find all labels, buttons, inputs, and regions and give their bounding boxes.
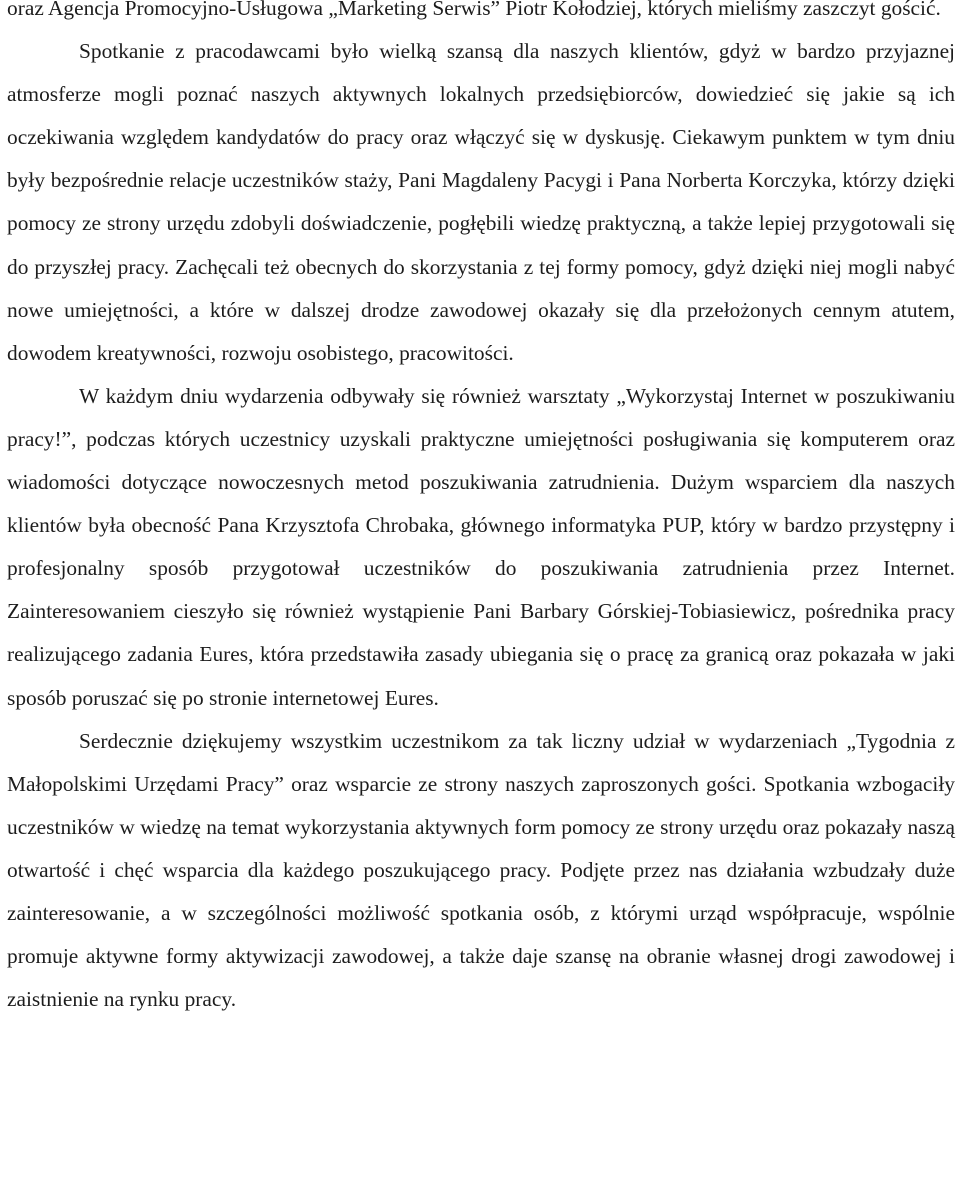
paragraph-thanks: Serdecznie dziękujemy wszystkim uczestnikom za tak liczny udział w wydarzeniach „Tygodnia z Małopolskimi Urzędami Pracy” oraz wsparcie ze strony naszych zaproszonych gości. Spotkania wzbogaciły uczestników w wiedzę na temat wykorzystania aktywnych form pomocy ze strony urzędu oraz pokazały naszą otwartość i chęć wsparcia dla każdego poszukującego pracy. Podjęte przez nas działania wzbudzały duże zainteresowanie, a w szczególności możliwość spotkania osób, z którymi urząd współpracuje, wspólnie promuje aktywne formy aktywizacji zawodowej, a także daje szansę na obranie własnej drogi zawodowej i zaistnienie na rynku pracy. xyxy=(7,728,955,1012)
paragraph-intro-continuation: oraz Agencja Promocyjno-Usługowa „Marketing Serwis” Piotr Kołodziej, których mieliśmy zaszczyt gościć. xyxy=(7,0,941,20)
paragraph-internet-workshops: W każdym dniu wydarzenia odbywały się również warsztaty „Wykorzystaj Internet w poszukiwaniu pracy!”, podczas których uczestnicy uzyskali praktyczne umiejętności posługiwania się komputerem oraz wiadomości dotyczące nowoczesnych metod poszukiwania zatrudnienia. Dużym wsparciem dla naszych klientów była obecność Pana Krzysztofa Chrobaka, głównego informatyka PUP, który w bardzo przystępny i profesjonalny sposób przygotował uczestników do poszukiwania zatrudnienia przez Internet. Zainteresowaniem cieszyło się również wystąpienie Pani Barbary Górskiej-Tobiasiewicz, pośrednika pracy realizującego zadania Eures, która przedstawiła zasady ubiegania się o pracę za granicą oraz pokazała w jaki sposób poruszać się po stronie internetowej Eures. xyxy=(7,383,955,710)
document-page xyxy=(7,0,955,1021)
paragraph-employer-meeting: Spotkanie z pracodawcami było wielką szansą dla naszych klientów, gdyż w bardzo przyjaznej atmosferze mogli poznać naszych aktywnych lokalnych przedsiębiorców, dowiedzieć się jakie są ich oczekiwania względem kandydatów do pracy oraz włączyć się w dyskusję. Ciekawym punktem w tym dniu były bezpośrednie relacje uczestników staży, Pani Magdaleny Pacygi i Pana Norberta Korczyka, którzy dzięki pomocy ze strony urzędu zdobyli doświadczenie, pogłębili wiedzę praktyczną, a także lepiej przygotowali się do przyszłej pracy. Zachęcali też obecnych do skorzystania z tej formy pomocy, gdyż dzięki niej mogli nabyć nowe umiejętności, a które w dalszej drodze zawodowej okazały się dla przełożonych cennym atutem, dowodem kreatywności, rozwoju osobistego, pracowitości. xyxy=(7,39,955,365)
